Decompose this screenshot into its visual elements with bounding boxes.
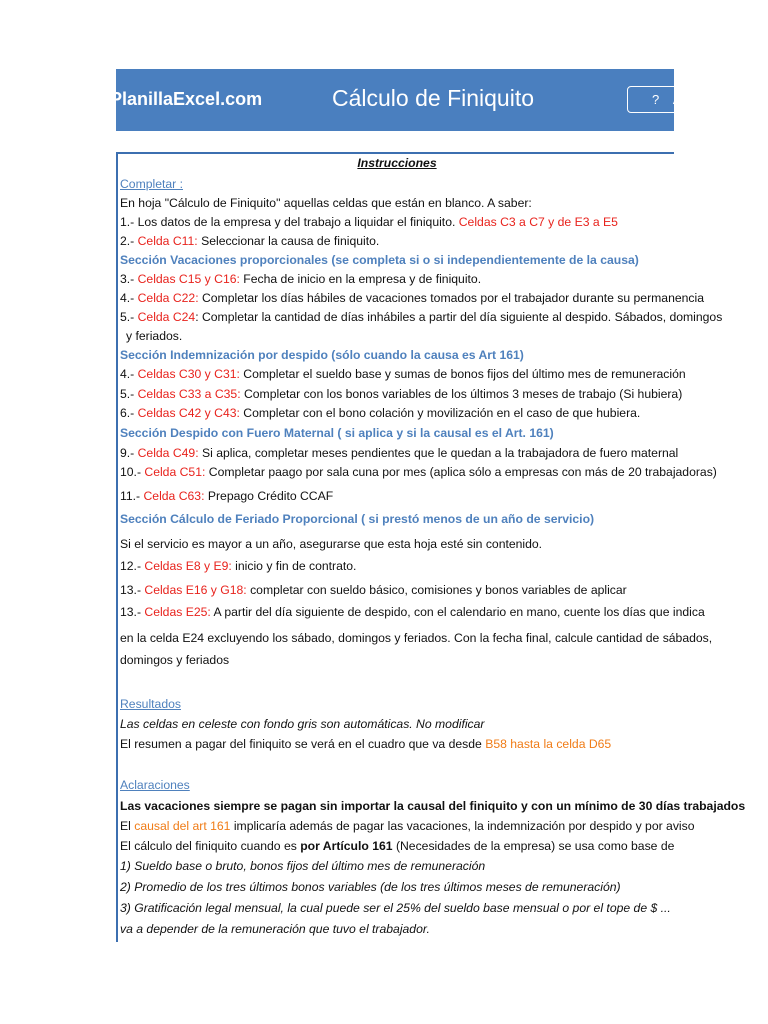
instruction-11: 11.- Celda C63: Prepago Crédito CCAF [120,489,334,503]
instruction-13: 13.- Celdas E16 y G18: completar con sueldo básico, comisiones y bonos variables de aplicar [120,583,627,597]
instruction-5-ind: 5.- Celdas C33 a C35: Completar con los bonos variables de los últimos 3 meses de trabajo (Si hubiera) [120,387,683,401]
instruction-2: 2.- Celda C11: Seleccionar la causa de finiquito. [120,234,380,248]
aclaracion-3: El cálculo del finiquito cuando es por Artículo 161 (Necesidades de la empresa) se usa como base de [120,839,675,853]
instruction-6-ind: 6.- Celdas C42 y C43: Completar con el bono colación y movilización en el caso de que hubiera. [120,406,641,420]
resultados-resumen: El resumen a pagar del finiquito se verá en el cuadro que va desde B58 hasta la celda D65 [120,737,612,751]
instruction-5-vac: 5.- Celda C24: Completar la cantidad de días inhábiles a partir del día siguiente al despido. Sábados, domingos [120,310,723,324]
instruction-12: 12.- Celdas E8 y E9: inicio y fin de contrato. [120,559,357,573]
page-title: Cálculo de Finiquito [332,85,535,111]
feriado-intro: Si el servicio es mayor a un año, asegurarse que esta hoja esté sin contenido. [120,537,543,551]
instruction-13b-cont2: domingos y feriados [120,653,230,667]
instruction-13b: 13.- Celdas E25: A partir del día siguiente de despido, con el calendario en mano, cuente los días que indica [120,605,705,619]
instruction-4-vac: 4.- Celda C22: Completar los días hábiles de vacaciones tomados por el trabajador durante su permanencia [120,291,704,305]
instruction-3: 3.- Celdas C15 y C16: Fecha de inicio en la empresa y de finiquito. [120,272,482,286]
resultados-note: Las celdas en celeste con fondo gris son automáticas. No modificar [120,717,485,731]
question-icon: ? [652,92,660,107]
help-button[interactable] [627,86,697,113]
instruction-1: 1.- Los datos de la empresa y del trabajo a liquidar el finiquito. Celdas C3 a C7 y de E3 a E5 [120,215,618,229]
aclaracion-4: 1) Sueldo base o bruto, bonos fijos del último mes de remuneración [120,859,486,873]
completar-link[interactable]: Completar : [120,177,183,191]
instruction-13b-cont1: en la celda E24 excluyendo los sábado, domingos y feriados. Con la fecha final, calcule cantidad de sábados, [120,631,713,645]
aclaraciones-link[interactable]: Aclaraciones [120,778,190,792]
aclaracion-2: El causal del art 161 implicaría además de pagar las vacaciones, la indemnización por despido y por aviso [120,819,695,833]
section-fuero: Sección Despido con Fuero Maternal ( si aplica y si la causal es el Art. 161) [120,426,554,440]
section-feriado: Sección Cálculo de Feriado Proporcional ( si prestó menos de un año de servicio) [120,512,595,526]
aclaracion-1: Las vacaciones siempre se pagan sin importar la causal del finiquito y con un mínimo de 30 días trabajados [120,799,746,813]
instruction-10: 10.- Celda C51: Completar paago por sala cuna por mes (aplica sólo a empresas con más de 20 trabajadoras) [120,465,717,479]
instructions-heading: Instrucciones [357,156,437,170]
section-vacaciones: Sección Vacaciones proporcionales (se completa si o si independientemente de la causa) [120,253,639,267]
instruction-4-ind: 4.- Celdas C30 y C31: Completar el sueldo base y sumas de bonos fijos del último mes de remuneración [120,367,686,381]
instruction-5-vac-cont: y feriados. [126,329,183,343]
brand-logo-text: PlanillaExcel.com [110,89,263,109]
help-button-label: A [672,92,682,107]
section-indemnizacion: Sección Indemnización por despido (sólo cuando la causa es Art 161) [120,348,524,362]
resultados-link[interactable]: Resultados [120,697,181,711]
aclaracion-6: 3) Gratificación legal mensual, la cual puede ser el 25% del sueldo base mensual o por el tope de $ ... [120,901,671,915]
instructions-panel [116,152,746,942]
completar-intro: En hoja "Cálculo de Finiquito" aquellas celdas que están en blanco. A saber: [120,196,532,210]
app-header [110,69,682,131]
aclaracion-7: va a depender de la remuneración que tuvo el trabajador. [120,922,430,936]
aclaracion-5: 2) Promedio de los tres últimos bonos variables (de los tres últimos meses de remuneración) [120,880,621,894]
instruction-9: 9.- Celda C49: Si aplica, completar meses pendientes que le quedan a la trabajadora de fuero maternal [120,446,679,460]
